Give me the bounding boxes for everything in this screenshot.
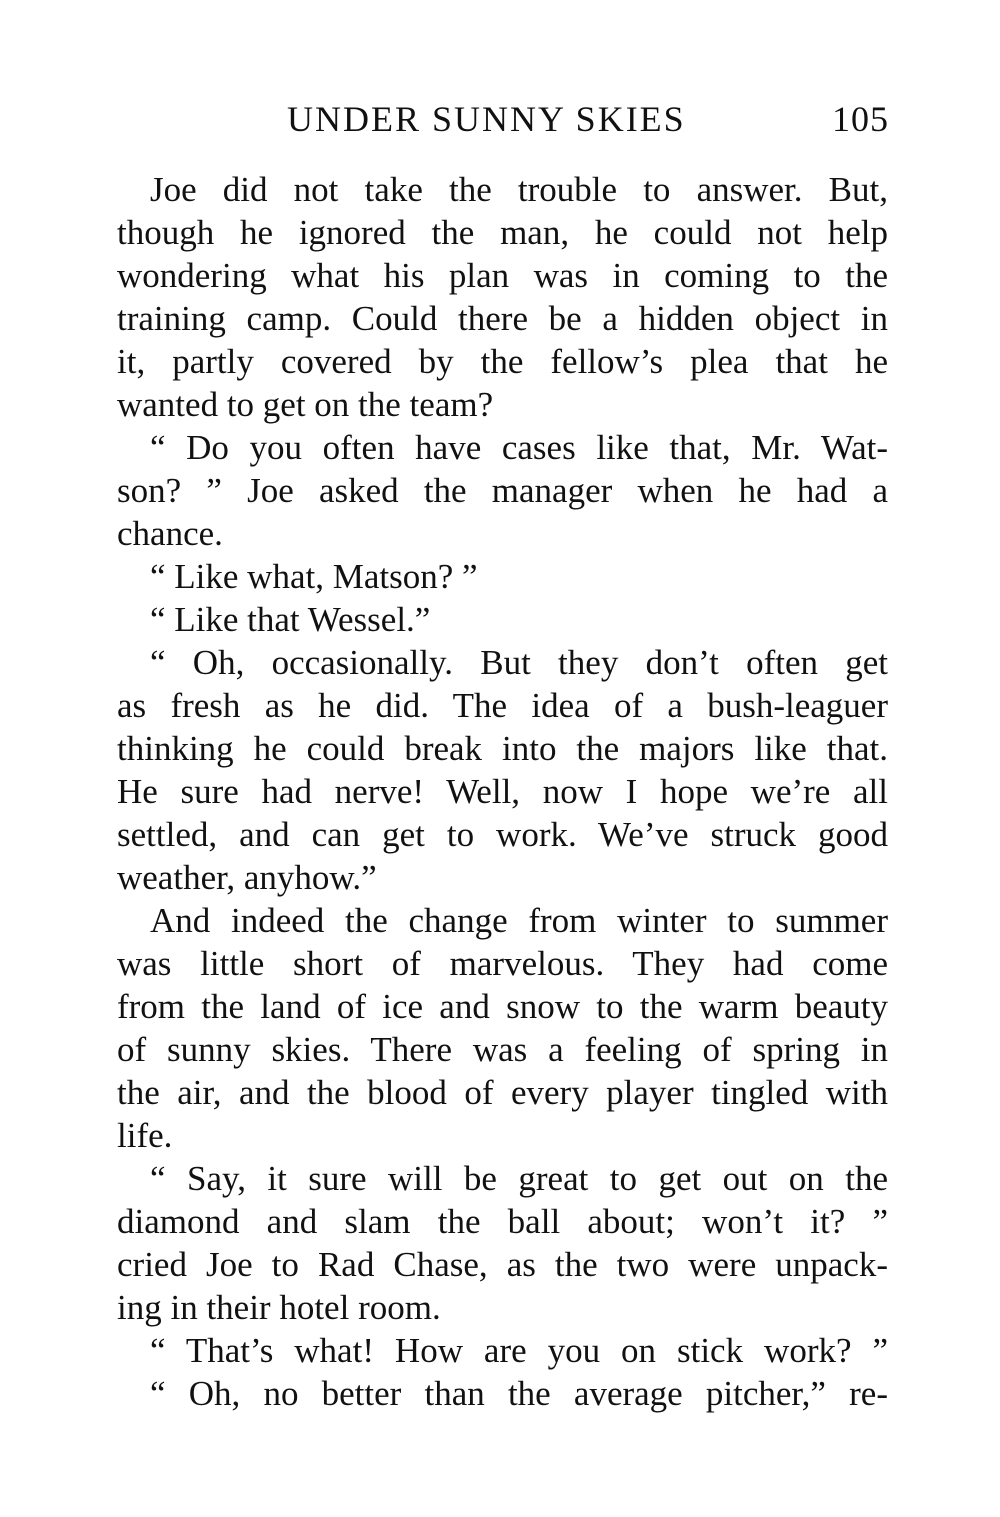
text-line: settled, and can get to work. We’ve struck good: [117, 815, 888, 854]
text-line: He sure had nerve! Well, now I hope we’re all: [117, 772, 888, 811]
text-line: cried Joe to Rad Chase, as the two were unpack-: [117, 1245, 888, 1284]
text-line: wanted to get on the team?: [117, 385, 494, 424]
text-line: “ Oh, occasionally. But they don’t often get: [150, 643, 888, 682]
text-line: as fresh as he did. The idea of a bush-leaguer: [117, 686, 888, 725]
text-line: son? ” Joe asked the manager when he had a: [117, 471, 888, 510]
text-line: weather, anyhow.”: [117, 858, 377, 897]
text-line: “ That’s what! How are you on stick work? ”: [150, 1331, 888, 1370]
text-line: diamond and slam the ball about; won’t it? ”: [117, 1202, 888, 1241]
text-line: Joe did not take the trouble to answer. But,: [150, 170, 888, 209]
text-line: though he ignored the man, he could not help: [117, 213, 888, 252]
text-line: thinking he could break into the majors like that.: [117, 729, 888, 768]
text-line: “ Do you often have cases like that, Mr. Wat-: [150, 428, 888, 467]
text-line: “ Like what, Matson? ”: [150, 557, 478, 596]
text-line: wondering what his plan was in coming to the: [117, 256, 888, 295]
running-head: [0, 94, 1000, 144]
running-title: UNDER SUNNY SKIES: [287, 99, 686, 139]
text-line: the air, and the blood of every player tingled with: [117, 1073, 888, 1112]
text-line: chance.: [117, 514, 223, 553]
text-line: of sunny skies. There was a feeling of spring in: [117, 1030, 888, 1069]
text-line: And indeed the change from winter to summer: [150, 901, 888, 940]
text-line: “ Oh, no better than the average pitcher,” re-: [150, 1374, 888, 1413]
text-line: from the land of ice and snow to the warm beauty: [117, 987, 888, 1026]
text-line: “ Like that Wessel.”: [150, 600, 431, 639]
text-line: was little short of marvelous. They had come: [117, 944, 888, 983]
text-line: ing in their hotel room.: [117, 1288, 441, 1327]
text-line: training camp. Could there be a hidden object in: [117, 299, 888, 338]
text-line: it, partly covered by the fellow’s plea that he: [117, 342, 888, 381]
text-line: “ Say, it sure will be great to get out on the: [150, 1159, 888, 1198]
text-line: life.: [117, 1116, 173, 1155]
page-number: 105: [832, 99, 889, 139]
